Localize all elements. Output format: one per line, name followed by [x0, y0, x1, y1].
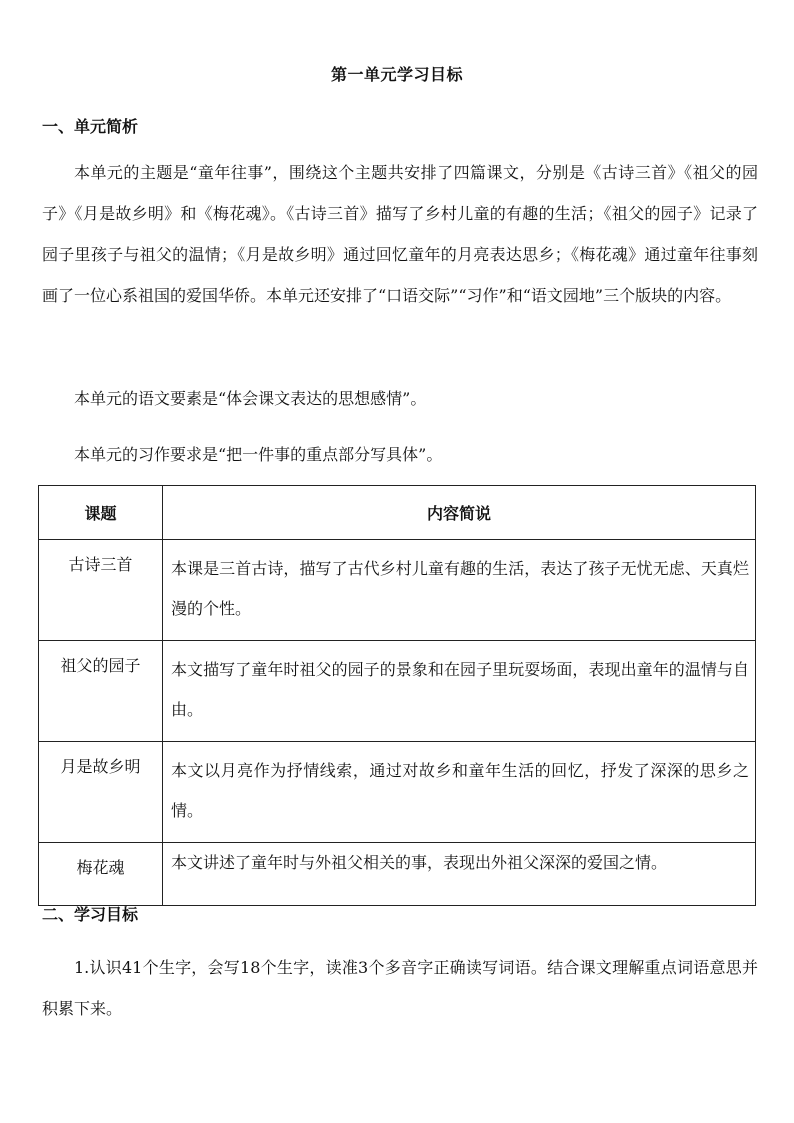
lesson-summary-table	[38, 485, 756, 906]
column-header-summary: 内容简说	[163, 486, 756, 540]
writing-requirement-text: 本单元的习作要求是“把一件事的重点部分写具体”。	[74, 445, 443, 464]
table-row	[39, 843, 756, 906]
row-summary: 本课是三首古诗，描写了古代乡村儿童有趣的生活，表达了孩子无忧无虑、天真烂漫的个性。	[163, 540, 756, 641]
page-title: 第一单元学习目标	[330, 65, 463, 84]
unit-intro-paragraph: 本单元的主题是“童年往事”，围绕这个主题共安排了四篇课文，分别是《古诗三首》《祖父的园子》《月是故乡明》和《梅花魂》。《古诗三首》描写了乡村儿童的有趣的生活；《祖父的园子》记录了园子里孩子与祖父的温情；《月是故乡明》通过回忆童年的月亮表达思乡；《梅花魂》通过童年往事刻画了一位心系祖国的爱国华侨。本单元还安排了“口语交际”“习作”和“语文园地”三个版块的内容。	[42, 163, 758, 305]
table-header-row	[39, 486, 756, 540]
row-summary: 本文描写了童年时祖父的园子的景象和在园子里玩耍场面，表现出童年的温情与自由。	[163, 641, 756, 742]
row-summary: 本文讲述了童年时与外祖父相关的事，表现出外祖父深深的爱国之情。	[163, 843, 756, 906]
row-summary: 本文以月亮作为抒情线索，通过对故乡和童年生活的回忆，抒发了深深的思乡之情。	[163, 742, 756, 843]
learning-goal-1: 1.认识41个生字，会写18个生字，读准3个多音字正确读写词语。结合课文理解重点词语意思并积累下来。	[42, 958, 758, 1018]
row-topic: 祖父的园子	[39, 641, 163, 742]
section-heading-unit-analysis: 一、单元简析	[42, 117, 139, 136]
table-row	[39, 641, 756, 742]
row-topic: 月是故乡明	[39, 742, 163, 843]
row-topic: 古诗三首	[39, 540, 163, 641]
table-row	[39, 742, 756, 843]
row-topic: 梅花魂	[39, 843, 163, 906]
column-header-topic: 课题	[39, 486, 163, 540]
table-row	[39, 540, 756, 641]
section-heading-learning-goals: 二、学习目标	[42, 905, 139, 924]
language-elements-text: 本单元的语文要素是“体会课文表达的思想感情”。	[74, 389, 427, 408]
